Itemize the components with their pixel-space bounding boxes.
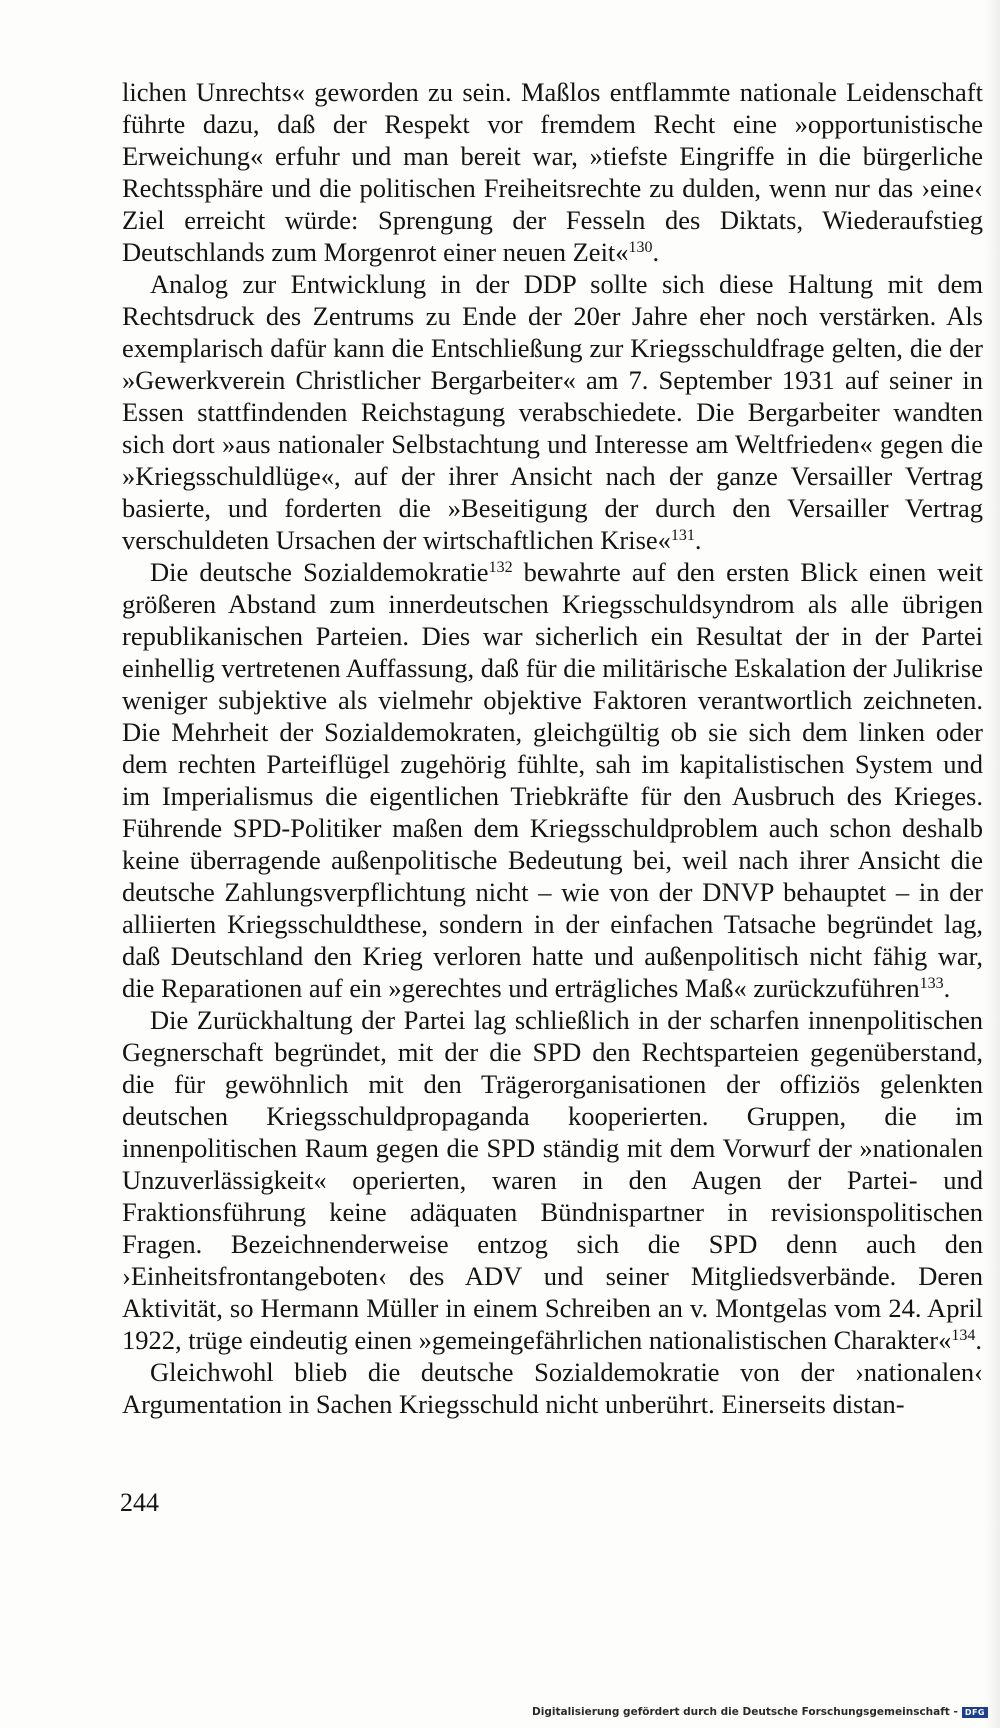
paragraph-text: Die deutsche Sozialdemokratie [150,557,489,587]
footnote-reference: 132 [488,559,513,576]
paragraph [122,1004,983,1356]
digitization-credit [532,1706,988,1718]
paragraph-text: bewahrte auf den ersten Blick einen weit größeren Abstand zum innerdeutschen Kriegsschuldsyndrom als alle übrigen republikanischen Parteien. Dies war sicherlich ein Resultat der in der Partei einhellig vertretenen Auffassung, daß für die militärische Eskalation der Julikrise weniger subjektive als vielmehr objektive Faktoren verantwortlich zeichneten. Die Mehrheit der Sozialdemokraten, gleichgültig ob sie sich dem linken oder dem rechten Parteiflügel zugehörig fühlte, sah im kapitalistischen System und im Imperialismus die eigentlichen Triebkräfte für den Ausbruch des Krieges. Führende SPD-Politiker maßen dem Kriegsschuldproblem auch schon deshalb keine überragende außenpolitische Bedeutung bei, weil nach ihrer Ansicht die deutsche Zahlungsverpflichtung nicht – wie von der DNVP behauptet – in der alliierten Kriegsschuldthese, sondern in der einfachen Tatsache begründet lag, daß Deutschland den Krieg verloren hatte und außenpolitisch nicht fähig war, die Reparationen auf ein »gerechtes und erträgliches Maß« zurückzuführen [122,557,983,1003]
footnote-reference: 130 [628,239,653,256]
paragraph [122,1356,983,1420]
paragraph-text: Gleichwohl blieb die deutsche Sozialdemokratie von der ›nationalen‹ Argumentation in Sachen Kriegsschuld nicht unberührt. Einerseits distan- [122,1357,983,1419]
paragraph-text: . [652,237,660,267]
paragraph [122,268,983,556]
footnote-reference: 134 [951,1327,976,1344]
page-edge-shadow [986,0,1000,1728]
dfg-logo: DFG [962,1707,988,1718]
footnote-reference: 131 [670,527,695,544]
credit-text: Digitalisierung gefördert durch die Deutsche Forschungsgemeinschaft - [532,1706,958,1718]
page-number: 244 [120,1488,159,1517]
paragraph [122,556,983,1004]
paragraph-text: . [694,525,702,555]
body-text [122,76,983,1420]
paragraph-text: . [975,1325,982,1355]
paragraph-text: lichen Unrechts« geworden zu sein. Maßlos entflammte nationale Leidenschaft führte dazu, daß der Respekt vor fremdem Recht eine »opportunistische Erweichung« erfuhr und man bereit war, »tiefste Eingriffe in die bürgerliche Rechtssphäre und die politischen Freiheitsrechte zu dulden, wenn nur das ›eine‹ Ziel erreicht würde: Sprengung der Fesseln des Diktats, Wiederaufstieg Deutschlands zum Morgenrot einer neuen Zeit« [122,77,983,267]
paragraph-text: . [943,973,951,1003]
footnote-reference: 133 [919,975,944,992]
paragraph-text: Analog zur Entwicklung in der DDP sollte sich diese Haltung mit dem Rechtsdruck des Zentrums zu Ende der 20er Jahre eher noch verstärken. Als exemplarisch dafür kann die Entschließung zur Kriegsschuldfrage gelten, die der »Gewerkverein Christlicher Bergarbeiter« am 7. September 1931 auf seiner in Essen stattfindenden Reichstagung verabschiedete. Die Bergarbeiter wandten sich dort »aus nationaler Selbstachtung und Interesse am Weltfrieden« gegen die »Kriegsschuldlüge«, auf der ihrer Ansicht nach der ganze Versailler Vertrag basierte, und forderten die »Beseitigung der durch den Versailler Vertrag verschuldeten Ursachen der wirtschaftlichen Krise« [122,269,983,555]
paragraph [122,76,983,268]
paragraph-text: Die Zurückhaltung der Partei lag schließlich in der scharfen innenpolitischen Gegnerschaft begründet, mit der die SPD den Rechtsparteien gegenüberstand, die für gewöhnlich mit den Trägerorganisationen der offiziös gelenkten deutschen Kriegsschuldpropaganda kooperierten. Gruppen, die im innenpolitischen Raum gegen die SPD ständig mit dem Vorwurf der »nationalen Unzuverlässigkeit« operierten, waren in den Augen der Partei- und Fraktionsführung keine adäquaten Bündnispartner in revisionspolitischen Fragen. Bezeichnenderweise entzog sich die SPD denn auch den ›Einheitsfrontangeboten‹ des ADV und seiner Mitgliedsverbände. Deren Aktivität, so Hermann Müller in einem Schreiben an v. Montgelas vom 24. April 1922, trüge eindeutig einen »gemeingefährlichen nationalistischen Charakter« [122,1005,983,1355]
